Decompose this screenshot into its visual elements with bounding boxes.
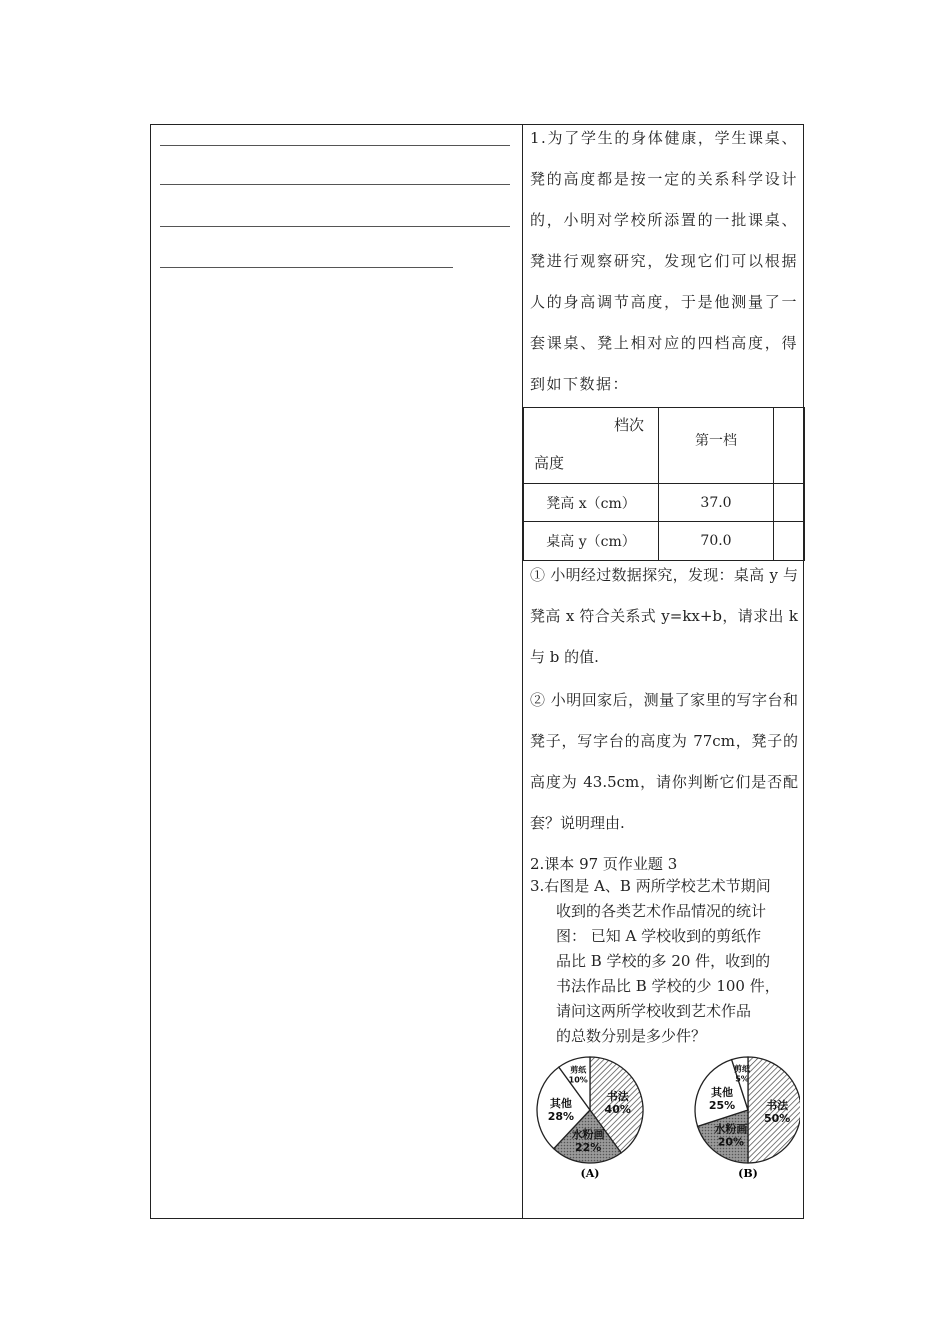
answer-line: [160, 145, 510, 146]
pie-slice-label: 水粉画: [571, 1128, 605, 1142]
row1-empty: [774, 484, 805, 522]
header-top: 档次: [613, 416, 644, 434]
pie-slice-label: 其他: [711, 1085, 734, 1099]
pie-slice-label: 水粉画: [714, 1122, 748, 1136]
q3-line: 品比 B 学校的多 20 件，收到的: [556, 952, 771, 970]
question-3: [530, 874, 800, 1049]
question-1-parts: [530, 555, 798, 885]
q3-line: 图： 已知 A 学校收到的剪纸作: [556, 927, 762, 945]
pie-slice-label: 剪纸: [570, 1065, 587, 1075]
pie-slice-label: 书法: [766, 1099, 789, 1112]
pie-slice-value: 10%: [568, 1075, 588, 1085]
q3-line: 收到的各类艺术作品情况的统计: [556, 902, 767, 920]
pie-slice-label: 书法: [606, 1089, 629, 1103]
question-1: [530, 118, 798, 405]
header-bottom: 高度: [534, 454, 565, 472]
q3-line: 书法作品比 B 学校的少 100 件，: [556, 977, 780, 995]
row2-value: 70.0: [659, 522, 774, 561]
pie-caption: (A): [580, 1167, 600, 1180]
header-col1: 第一档: [659, 408, 774, 484]
question-2: 2.课本 97 页作业题 3: [530, 855, 678, 873]
answer-line: [160, 267, 453, 268]
pie-slice-value: 20%: [717, 1135, 745, 1149]
question-1-part-1: ① 小明经过数据探究，发现：桌高 y 与凳高 x 符合关系式 y=kx+b，请求出 k 与 b 的值.: [530, 566, 798, 666]
pie-slice-value: 5%: [735, 1074, 749, 1084]
table-header-cell: [524, 408, 659, 484]
answer-line: [160, 184, 510, 185]
question-1-intro: 1.为了学生的身体健康，学生课桌、凳的高度都是按一定的关系科学设计的，小明对学校所添置的一批课桌、凳进行观察研究，发现它们可以根据人的身高调节高度，于是他测量了一套课桌、凳上相对应的四档高度，得到如下数据：: [530, 129, 798, 393]
q3-line: 3.右图是 A、B 两所学校艺术节期间: [530, 877, 771, 895]
pie-slice-value: 25%: [708, 1098, 736, 1112]
pie-slice-label: 剪纸: [734, 1064, 751, 1074]
header-col-empty: [774, 408, 805, 484]
row2-label: 桌高 y（cm）: [524, 522, 659, 561]
pie-slice-label: 其他: [549, 1097, 572, 1111]
answer-line: [160, 226, 510, 227]
pie-slice-value: 28%: [547, 1110, 575, 1124]
pie-slice-value: 22%: [574, 1141, 602, 1155]
q3-line: 的总数分别是多少件？: [556, 1027, 707, 1045]
column-divider: [522, 124, 523, 1219]
row1-value: 37.0: [659, 484, 774, 522]
pie-slice-value: 40%: [604, 1102, 631, 1116]
height-table: [523, 407, 805, 561]
row1-label: 凳高 x（cm）: [524, 484, 659, 522]
q3-line: 请问这两所学校收到艺术作品: [556, 1002, 752, 1020]
question-1-part-2: ② 小明回家后，测量了家里的写字台和凳子，写字台的高度为 77cm，凳子的高度为 43.5cm，请你判断它们是否配套？说明理由.: [530, 691, 798, 832]
pie-caption: (B): [738, 1167, 758, 1180]
pie-slice-value: 50%: [763, 1112, 791, 1125]
pie-charts: [530, 1048, 800, 1183]
